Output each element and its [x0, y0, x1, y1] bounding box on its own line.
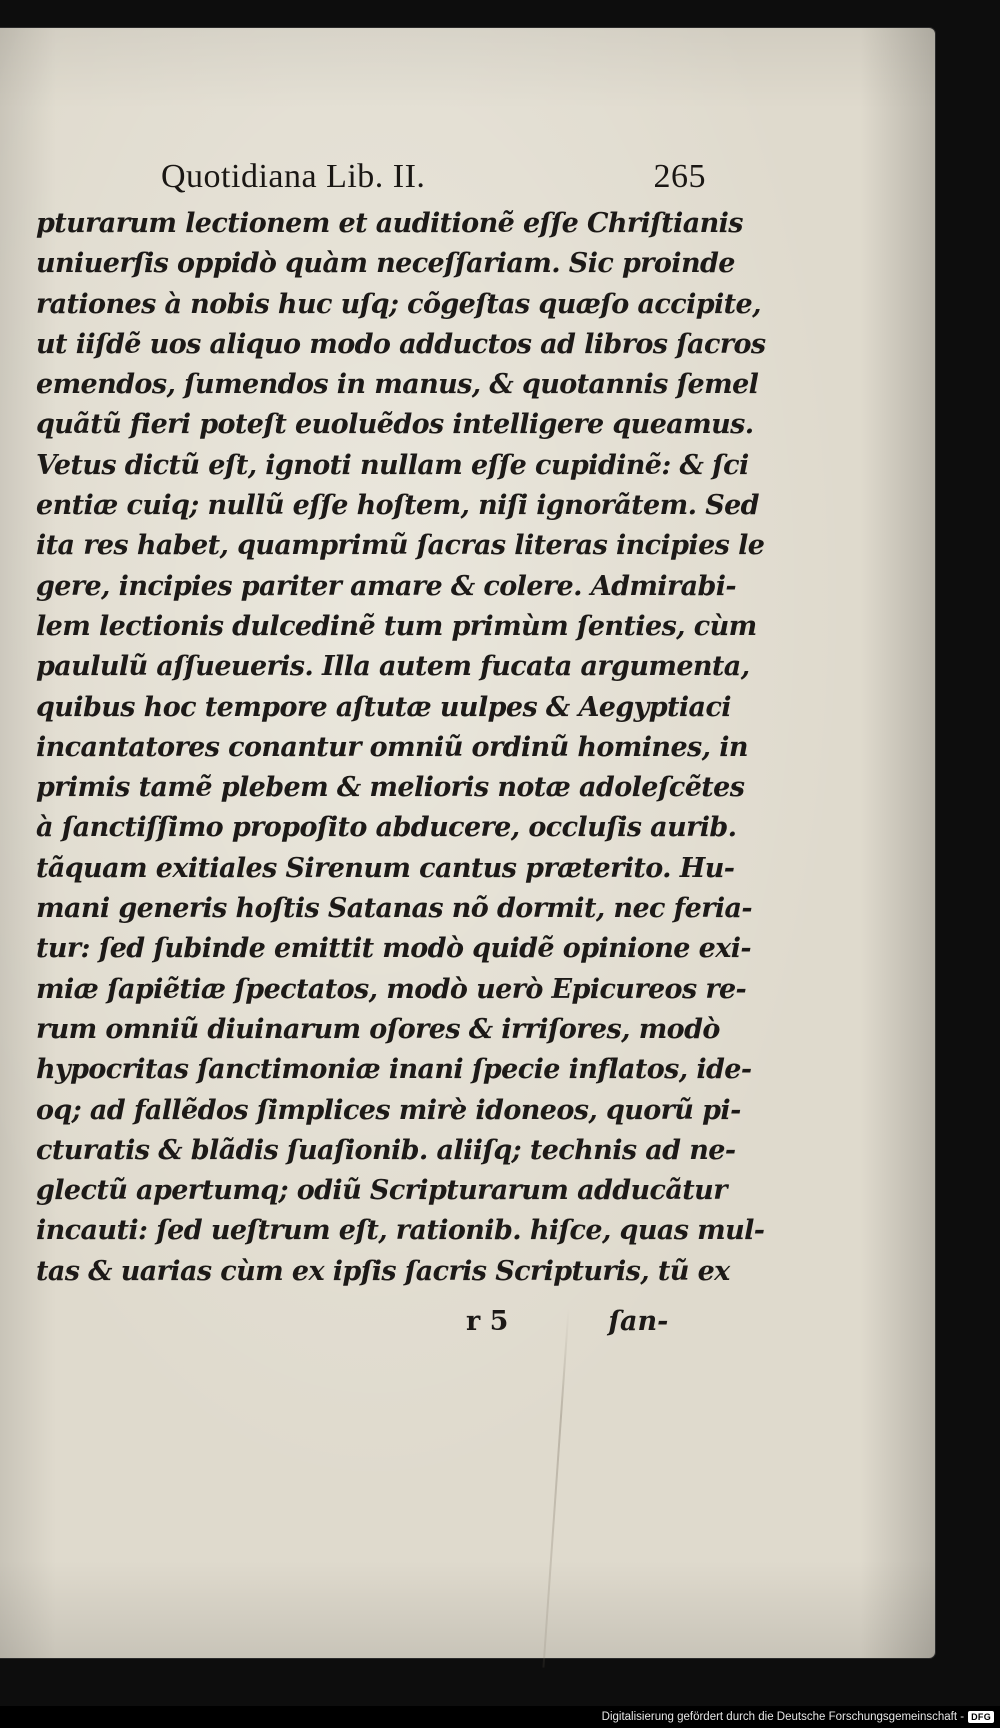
digitization-footer	[0, 1706, 1000, 1728]
paper-crease	[542, 1308, 569, 1667]
text-line: Vetus dictũ eſt, ignoti nullam eſſe cupidinẽ: & ſci	[36, 449, 749, 481]
text-line: hypocritas ſanctimoniæ inani ſpecie inflatos, ide-	[36, 1054, 752, 1086]
text-line: rum omniũ diuinarum oſores & irriſores, modò	[36, 1013, 720, 1045]
book-page	[0, 28, 935, 1658]
text-line: rationes à nobis huc uſq; cõgeſtas quæſo accipite,	[36, 288, 761, 320]
text-line: glectũ apertumq; odiũ Scripturarum adducãtur	[36, 1175, 727, 1207]
text-line: entiæ cuiq; nullũ eſſe hoſtem, niſi ignorãtem. Sed	[36, 490, 759, 522]
funding-credit: Digitalisierung gefördert durch die Deutsche Forschungsgemeinschaft -	[601, 1711, 965, 1723]
signature-mark: r 5	[466, 1305, 509, 1337]
dfg-logo-icon: DFG	[968, 1711, 994, 1723]
text-line: gere, incipies pariter amare & colere. Admirabi-	[36, 570, 737, 602]
text-line: quibus hoc tempore aſtutæ uulpes & Aegyptiaci	[36, 691, 731, 723]
running-head	[36, 158, 716, 204]
text-line: ut iiſdẽ uos aliquo modo adductos ad libros ſacros	[36, 328, 766, 360]
text-line: paululũ aſſueueris. Illa autem fucata argumenta,	[36, 651, 750, 683]
body-text	[36, 204, 766, 1292]
text-line: quãtũ fieri poteſt euoluẽdos intelligere queamus.	[36, 409, 754, 441]
text-line: oq; ad fallẽdos ſimplices mirè idoneos, quorũ pi-	[36, 1094, 741, 1126]
text-line: miæ ſapiẽtiæ ſpectatos, modò uerò Epicureos re-	[36, 973, 747, 1005]
page-text-block	[36, 158, 766, 1346]
text-line: à ſanctiſſimo propoſito abducere, occluſis aurib.	[36, 812, 737, 844]
text-line: tas & uarias cùm ex ipſis ſacris Scripturis, tũ ex	[36, 1255, 730, 1287]
text-line: incantatores conantur omniũ ordinũ homines, in	[36, 731, 748, 763]
text-line: ita res habet, quamprimũ ſacras literas incipies le	[36, 530, 765, 562]
text-line: cturatis & blãdis ſuaſionib. aliiſq; technis ad ne-	[36, 1134, 736, 1166]
text-line: lem lectionis dulcedinẽ tum primùm ſenties, cùm	[36, 610, 757, 642]
text-line: mani generis hoſtis Satanas nõ dormit, nec feria-	[36, 893, 753, 925]
catchline	[36, 1296, 716, 1346]
text-line: emendos, ſumendos in manus, & quotannis ſemel	[36, 369, 759, 401]
text-line: uniuerſis oppidò quàm neceſſariam. Sic proinde	[36, 248, 735, 280]
text-line: pturarum lectionem et auditionẽ eſſe Chriſtianis	[36, 208, 743, 239]
text-line: tur: ſed ſubinde emittit modò quidẽ opinione exi-	[36, 933, 751, 965]
running-head-title: Quotidiana Lib. II.	[161, 158, 426, 195]
text-line: primis tamẽ plebem & melioris notæ adoleſcẽtes	[36, 772, 745, 804]
text-line: tãquam exitiales Sirenum cantus præterito. Hu-	[36, 852, 735, 884]
page-number: 265	[653, 158, 706, 195]
text-line: incauti: ſed ueſtrum eſt, rationib. hiſce, quas mul-	[36, 1215, 765, 1247]
catchword: ſan-	[608, 1305, 669, 1337]
